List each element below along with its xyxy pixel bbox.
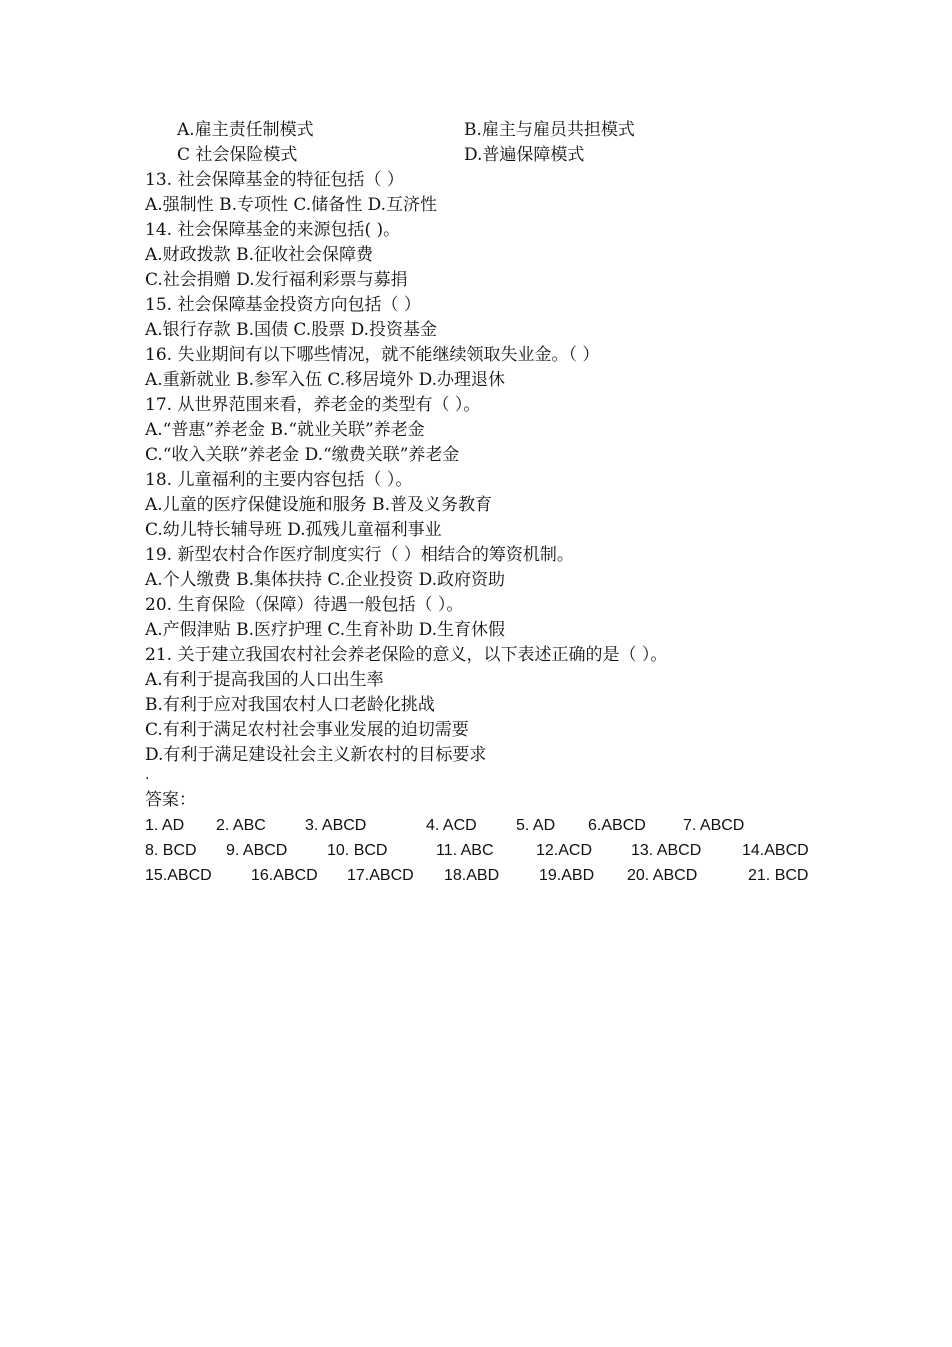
answer-12: 12.ACD xyxy=(536,842,593,859)
question-21-option-c: C.有利于满足农村社会事业发展的迫切需要 xyxy=(145,720,469,740)
question-20-options: A.产假津贴 B.医疗护理 C.生育补助 D.生育休假 xyxy=(145,620,506,640)
answer-1: 1. AD xyxy=(145,817,185,834)
option-a: A.雇主责任制模式 xyxy=(177,120,314,140)
answers-row-2 xyxy=(145,838,845,863)
question-20: 20. 生育保险（保障）待遇一般包括（ ）。 xyxy=(145,595,464,615)
question-17-options-1: A.“普惠”养老金 B.“就业关联”养老金 xyxy=(145,420,425,440)
question-21: 21. 关于建立我国农村社会养老保险的意义，以下表述正确的是（ ）。 xyxy=(145,645,668,665)
options-row-2 xyxy=(145,143,845,168)
answer-4: 4. ACD xyxy=(426,817,477,834)
answer-16: 16.ABCD xyxy=(251,867,318,884)
answers-row-1 xyxy=(145,813,845,838)
answer-14: 14.ABCD xyxy=(742,842,809,859)
question-18-options-2: C.幼儿特长辅导班 D.孤残儿童福利事业 xyxy=(145,520,442,540)
answer-8: 8. BCD xyxy=(145,842,197,859)
option-d: D.普遍保障模式 xyxy=(464,145,585,165)
question-21-option-a: A.有利于提高我国的人口出生率 xyxy=(145,670,384,690)
stray-dot: . xyxy=(145,767,150,783)
question-17-options-2: C.“收入关联”养老金 D.“缴费关联”养老金 xyxy=(145,445,460,465)
question-19: 19. 新型农村合作医疗制度实行（ ）相结合的筹资机制。 xyxy=(145,545,574,565)
answers-row-3 xyxy=(145,863,845,888)
question-17: 17. 从世界范围来看，养老金的类型有（ ）。 xyxy=(145,395,481,415)
exam-content xyxy=(145,118,845,888)
question-16: 16. 失业期间有以下哪些情况，就不能继续领取失业金。（ ） xyxy=(145,345,600,365)
question-14-options-2: C.社会捐赠 D.发行福利彩票与募捐 xyxy=(145,270,408,290)
answer-13: 13. ABCD xyxy=(631,842,702,859)
question-19-options: A.个人缴费 B.集体扶持 C.企业投资 D.政府资助 xyxy=(145,570,506,590)
question-13: 13. 社会保障基金的特征包括（ ） xyxy=(145,170,404,190)
answer-6: 6.ABCD xyxy=(588,817,646,834)
answer-11: 11. ABC xyxy=(436,842,494,859)
answer-21: 21. BCD xyxy=(748,867,809,884)
question-18-options-1: A.儿童的医疗保健设施和服务 B.普及义务教育 xyxy=(145,495,492,515)
answer-5: 5. AD xyxy=(516,817,556,834)
question-13-options: A.强制性 B.专项性 C.储备性 D.互济性 xyxy=(145,195,438,215)
question-18: 18. 儿童福利的主要内容包括（ ）。 xyxy=(145,470,413,490)
option-c: C 社会保险模式 xyxy=(177,145,298,165)
question-14: 14. 社会保障基金的来源包括( )。 xyxy=(145,220,401,240)
answer-20: 20. ABCD xyxy=(627,867,698,884)
question-16-options: A.重新就业 B.参军入伍 C.移居境外 D.办理退休 xyxy=(145,370,506,390)
answer-3: 3. ABCD xyxy=(305,817,367,834)
options-row-1 xyxy=(145,118,845,143)
answer-15: 15.ABCD xyxy=(145,867,212,884)
question-15: 15. 社会保障基金投资方向包括（ ） xyxy=(145,295,421,315)
question-21-option-b: B.有利于应对我国农村人口老龄化挑战 xyxy=(145,695,435,715)
answer-19: 19.ABD xyxy=(539,867,595,884)
question-21-option-d: D.有利于满足建设社会主义新农村的目标要求 xyxy=(145,745,487,765)
answer-17: 17.ABCD xyxy=(347,867,414,884)
answer-7: 7. ABCD xyxy=(683,817,745,834)
question-14-options-1: A.财政拨款 B.征收社会保障费 xyxy=(145,245,373,265)
answer-2: 2. ABC xyxy=(216,817,266,834)
option-b: B.雇主与雇员共担模式 xyxy=(464,120,635,140)
question-15-options: A.银行存款 B.国债 C.股票 D.投资基金 xyxy=(145,320,438,340)
answer-18: 18.ABD xyxy=(444,867,500,884)
answer-10: 10. BCD xyxy=(327,842,388,859)
answers-title: 答案： xyxy=(145,790,196,810)
answer-9: 9. ABCD xyxy=(226,842,288,859)
